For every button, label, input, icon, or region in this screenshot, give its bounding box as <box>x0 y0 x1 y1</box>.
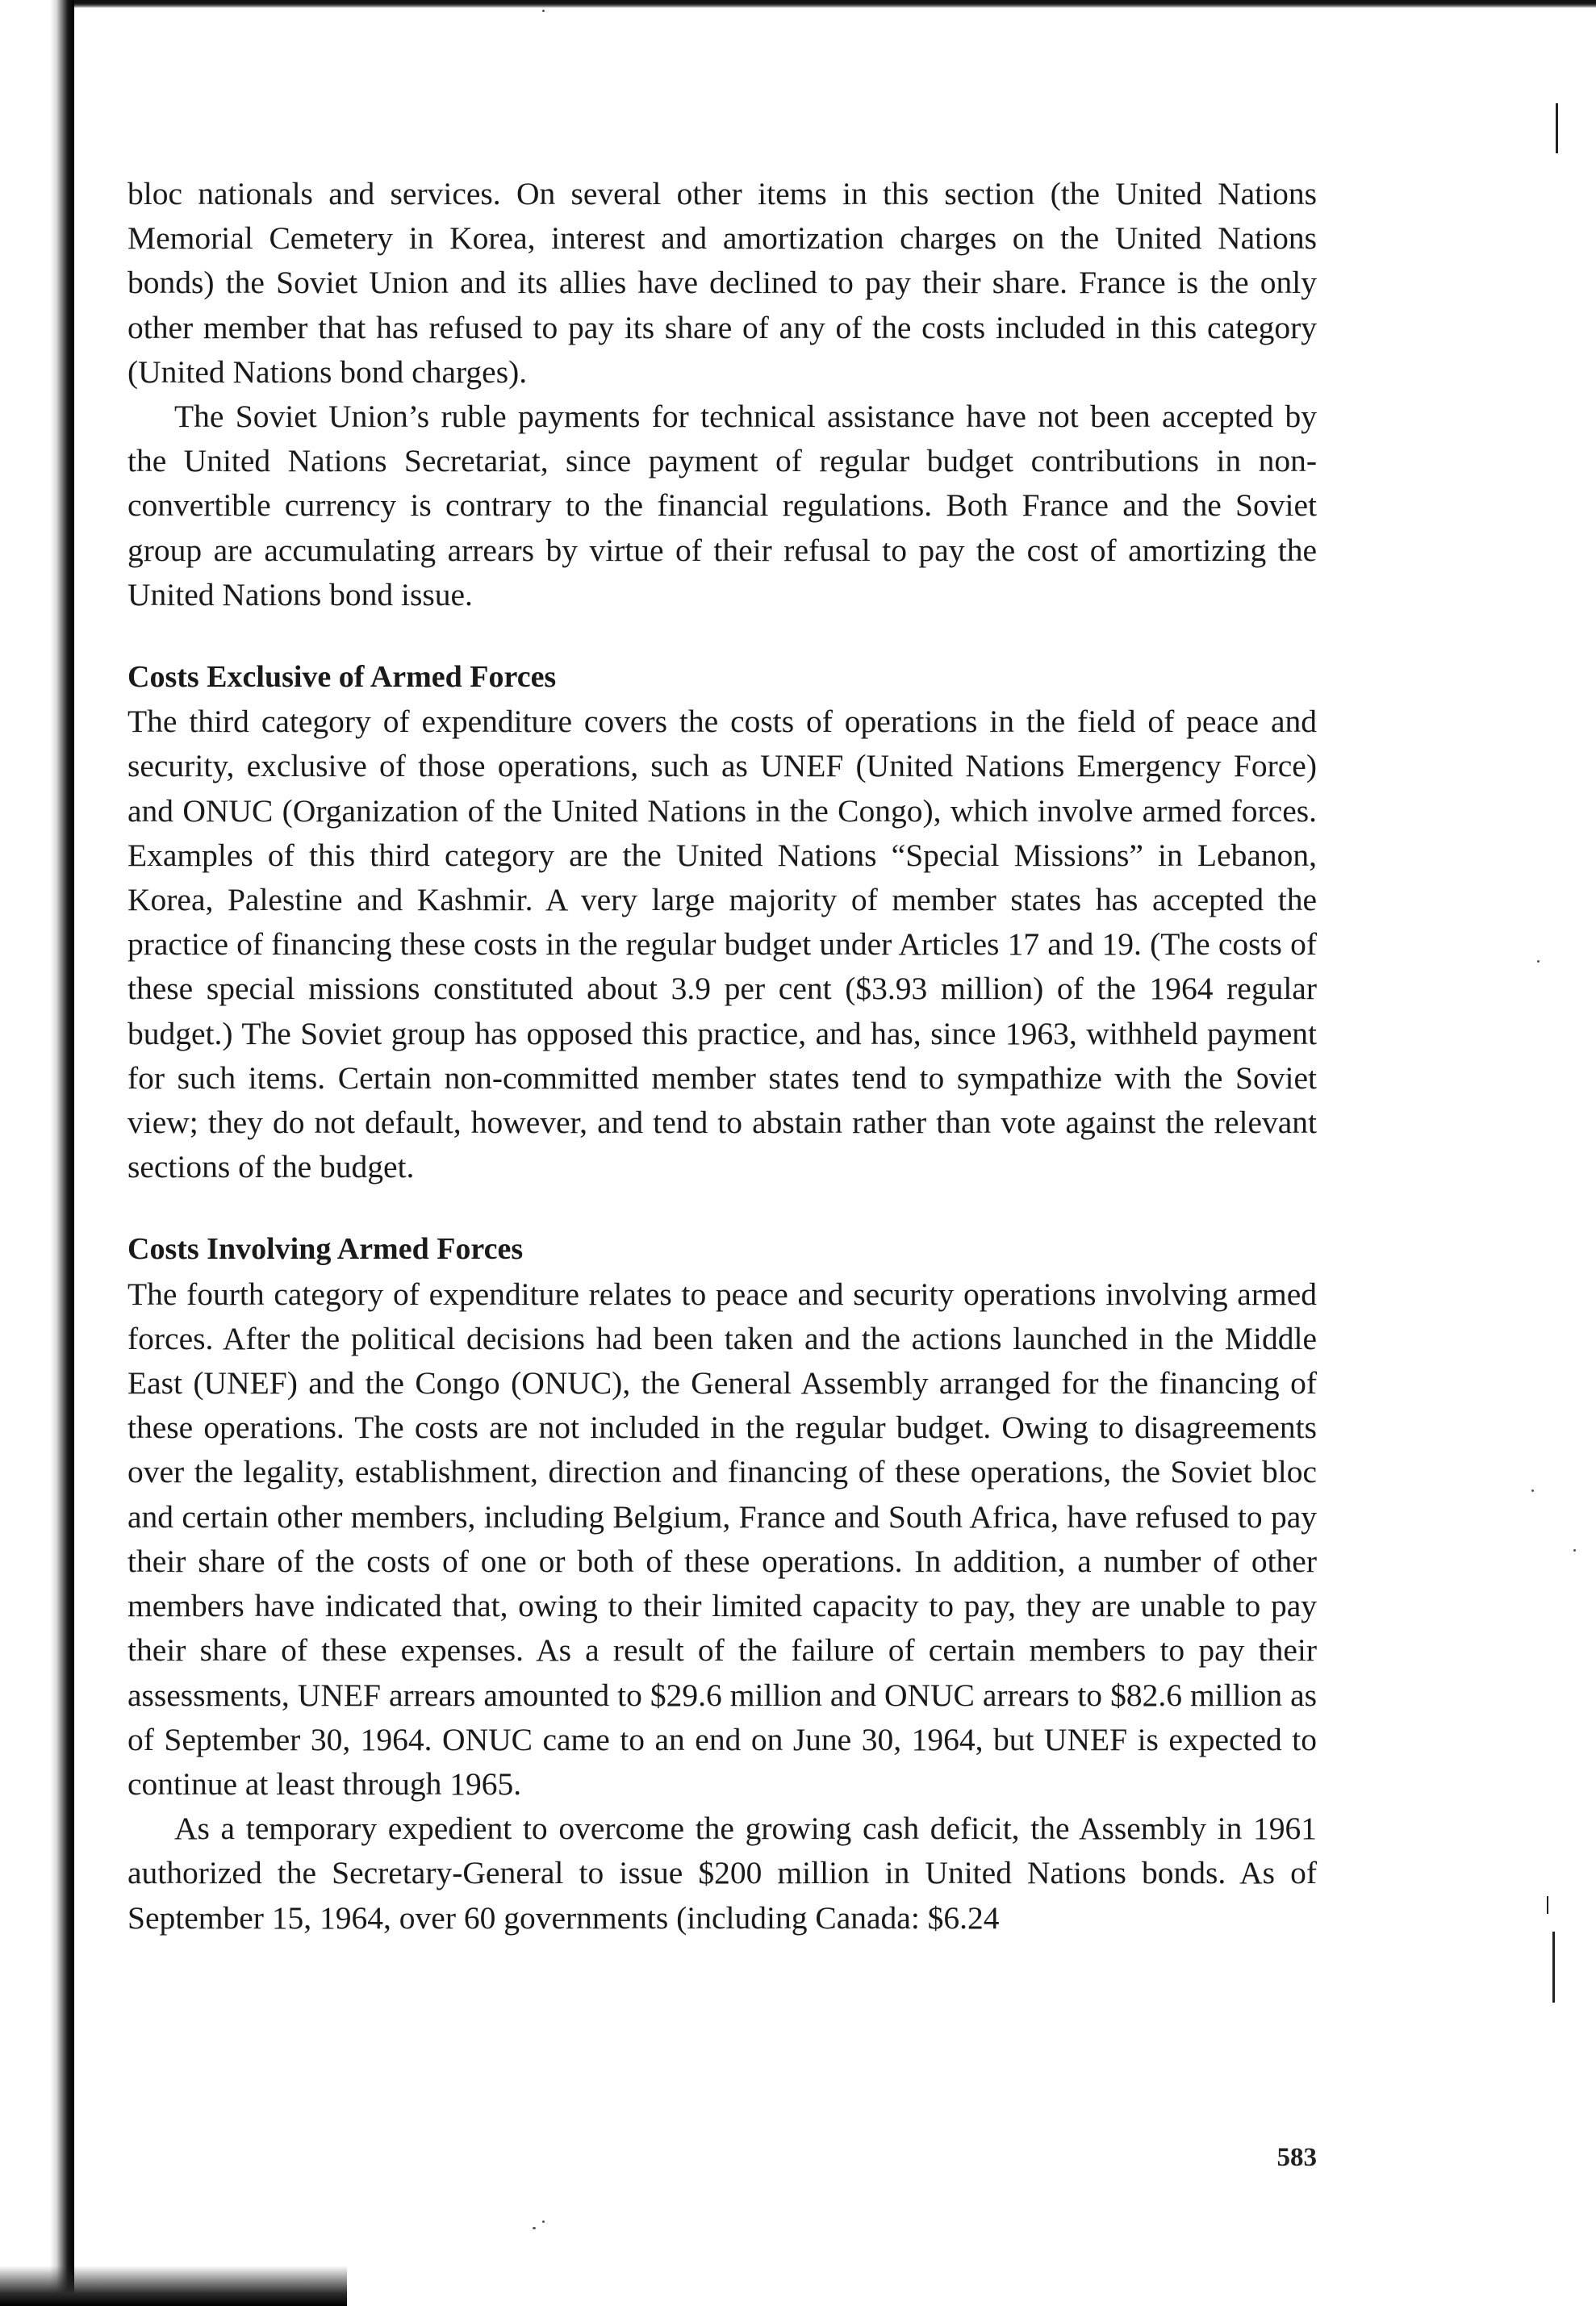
heading-costs-involving: Costs Involving Armed Forces <box>127 1232 524 1267</box>
paragraph-bloc-nationals: bloc nationals and services. On several other items in this section (the United Nations Memorial Cemetery in Korea, interest and amortization charges on the United Nations bonds) the Soviet Union and its allies have declined to pay their share. France is the only other member that has refused to pay its share of any of the costs included in this category (United Nations bond charges). <box>127 176 1317 390</box>
scan-mark <box>1556 103 1558 153</box>
book-gutter <box>0 0 74 2306</box>
heading-costs-exclusive: Costs Exclusive of Armed Forces <box>127 660 557 695</box>
scan-speck <box>542 2220 545 2223</box>
paragraph-temporary-expedient: As a temporary expedient to overcome the growing cash deficit, the Assembly in 1961 authorized the Secretary-General to issue $200 million in United Nations bonds. As of September 15, 1964, over 60 governments (including Canada: $6.24 <box>127 1811 1317 1936</box>
page-body <box>127 172 1317 1940</box>
scan-top-edge <box>0 0 1596 8</box>
scan-speck <box>1537 960 1540 963</box>
paragraph-third-category: The third category of expenditure covers the costs of operations in the field of peace and security, exclusive of those operations, such as UNEF (United Nations Emergency Force) and ONUC (Organization of the United Nations in the Congo), which involve armed forces. Examples of this third category are the United Nations “Special Missions” in Lebanon, Korea, Palestine and Kashmir. A very large majority of member states has accepted the practice of financing these costs in the regular budget under Articles 17 and 19. (The costs of these special missions constituted about 3.9 per cent ($3.93 million) of the 1964 regular budget.) The Soviet group has opposed this practice, and has, since 1963, withheld payment for such items. Certain non-committed member states tend to sympathize with the Soviet view; they do not default, however, and tend to abstain rather than vote against the relevant sections of the budget. <box>127 704 1317 1185</box>
paragraph-ruble-payments: The Soviet Union’s ruble payments for technical assistance have not been accepted by the United Nations Secretariat, since payment of regular budget contributions in non-convertible currency is contrary to the financial regulations. Both France and the Soviet group are accumulating arrears by virtue of their refusal to pay the cost of amortizing the United Nations bond issue. <box>127 399 1317 612</box>
scan-speck <box>542 10 545 12</box>
scan-speck <box>1573 1549 1576 1552</box>
section-gap <box>127 617 1317 655</box>
scan-mark <box>1552 1932 1555 2003</box>
scan-mark <box>1547 1896 1548 1914</box>
scan-speck <box>533 2227 536 2229</box>
scan-speck <box>1531 1489 1534 1492</box>
paragraph-fourth-category: The fourth category of expenditure relates to peace and security operations involving armed forces. After the political decisions had been taken and the actions launched in the Middle East (UNEF) and the Congo (ONUC), the General Assembly arranged for the financing of these operations. The costs are not included in the regular budget. Owing to disagreements over the legality, establishment, direction and financing of these operations, the Soviet bloc and certain other members, including Belgium, France and South Africa, have refused to pay their share of the costs of one or both of these operations. In addition, a number of other members have indicated that, owing to their limited capacity to pay, they are unable to pay their share of these expenses. As a result of the failure of certain members to pay their assessments, UNEF arrears amounted to $29.6 million and ONUC arrears to $82.6 million as of September 30, 1964. ONUC came to an end on June 30, 1964, but UNEF is expected to continue at least through 1965. <box>127 1276 1317 1802</box>
page-number: 583 <box>1276 2143 1317 2172</box>
scan-bottom-shadow <box>0 2266 347 2306</box>
section-gap <box>127 1189 1317 1227</box>
